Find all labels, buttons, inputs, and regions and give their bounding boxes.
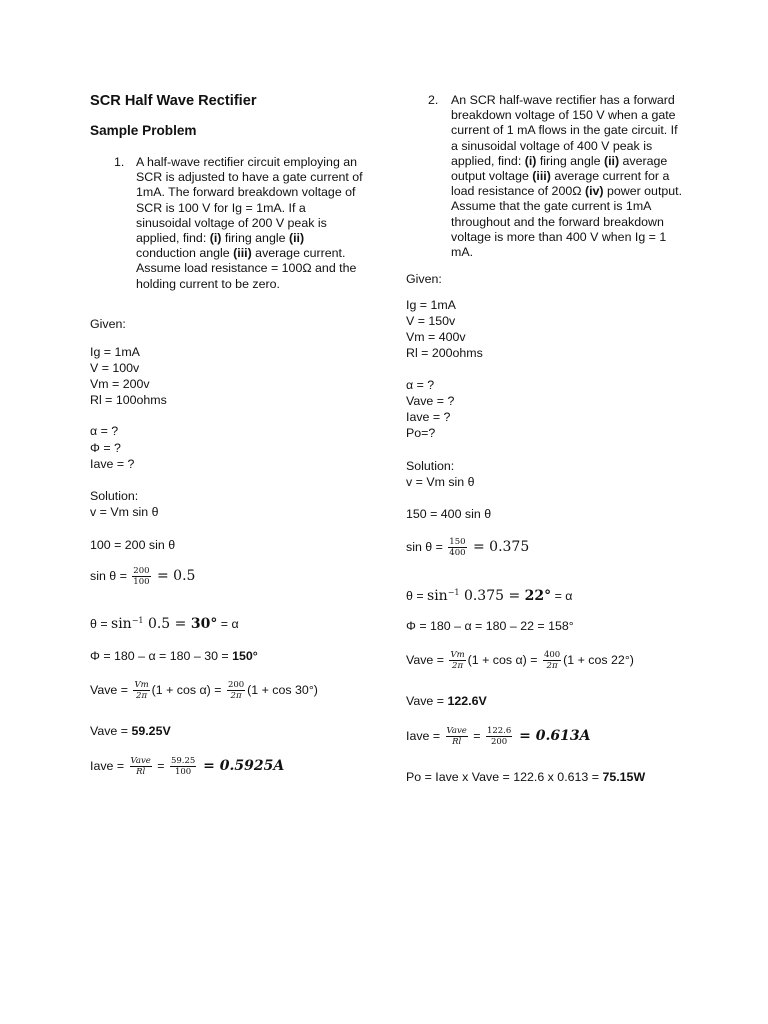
problem-1-text: A half-wave rectifier circuit employing an SCR is adjusted to have a gate current of 1mA. The forward breakdown voltage of SCR is 100 V for Ig = 1mA. If a sinusoidal voltage of 200 V peak is applied, find: (i) firing angle (ii) conduction angle (iii) average current. Assume load resistance = 100Ω and the holding current to be zero.: [136, 155, 363, 291]
fraction: $\frac{\text{Vave}}{Rl}$: [446, 726, 467, 747]
given-line: Ig = 1mA: [90, 345, 140, 359]
unknown-line: α = ?: [90, 424, 119, 438]
equation-line: 150 = 400 sin θ: [406, 507, 492, 521]
fraction: $\frac{200}{100}$: [133, 566, 150, 587]
fraction: $\frac{200}{2\pi}$: [227, 680, 245, 701]
equation-vave-result: Vave = 59.25V: [90, 724, 171, 738]
problem-2-number: 2.: [428, 93, 439, 107]
unknown-line: Φ = ?: [90, 441, 121, 455]
fraction: $\frac{59.25}{100}$: [170, 756, 196, 777]
unknown-line: Po=?: [406, 426, 436, 440]
equation-sin-theta: sin θ = $\frac{150}{400}$ = 0.375: [406, 537, 530, 558]
equation-line: 100 = 200 sin θ: [90, 538, 176, 552]
given-line: V = 150v: [406, 314, 456, 328]
fraction: $\frac{122.6}{200}$: [486, 726, 512, 747]
given-label: Given:: [406, 272, 442, 286]
equation-line: v = Vm sin θ: [406, 475, 475, 489]
given-line: V = 100v: [90, 361, 140, 375]
problem-1-number: 1.: [114, 155, 125, 169]
equation-sin-theta: sin θ = $\frac{200}{100}$ = 0.5: [90, 566, 196, 587]
equation-power: Po = Iave x Vave = 122.6 x 0.613 = 75.15W: [406, 770, 646, 784]
given-line: Rl = 200ohms: [406, 346, 483, 360]
unknown-line: Vave = ?: [406, 394, 455, 408]
equation-iave: Iave = $\frac{\text{Vave}}{Rl}$ = $\frac{122.6}{200}$ = 0.613A: [406, 726, 591, 747]
equation-phi: Φ = 180 – α = 180 – 22 = 158°: [406, 619, 574, 633]
given-label: Given:: [90, 317, 126, 331]
equation-line: v = Vm sin θ: [90, 505, 159, 519]
problem-2-text: An SCR half-wave rectifier has a forward breakdown voltage of 150 V when a gate current of 1 mA flows in the gate circuit. If a sinusoidal voltage of 400 V peak is applied, find: (i) firing angle (ii) average output voltage (iii) average current for a load resistance of 200Ω (iv) power output. Assume that the gate current is 1mA throughout and the forward breakdown voltage is more than 400 V when Ig = 1 mA.: [451, 93, 683, 260]
unknown-line: α = ?: [406, 378, 435, 392]
fraction: $\frac{400}{2\pi}$: [543, 650, 561, 671]
page-title: SCR Half Wave Rectifier: [90, 93, 257, 109]
given-line: Vm = 400v: [406, 330, 466, 344]
equation-phi: Φ = 180 – α = 180 – 30 = 150°: [90, 649, 258, 663]
given-line: Ig = 1mA: [406, 298, 456, 312]
fraction: $\frac{150}{400}$: [449, 537, 466, 558]
fraction: $\frac{\text{Vave}}{Rl}$: [130, 756, 151, 777]
given-line: Rl = 100ohms: [90, 393, 167, 407]
equation-theta: $\theta = \sin^{-1} 0.375 = 22^\circ = \alpha$: [406, 588, 573, 605]
equation-iave: Iave = $\frac{\text{Vave}}{Rl}$ = $\frac{59.25}{100}$ = 0.5925A: [90, 756, 285, 777]
fraction: $\frac{Vm}{2\pi}$: [134, 680, 149, 701]
unknown-line: Iave = ?: [406, 410, 451, 424]
given-line: Vm = 200v: [90, 377, 150, 391]
equation-theta: $\theta = \sin^{-1} 0.5 = 30^\circ = \alpha$: [90, 616, 239, 633]
equation-vave-result: Vave = 122.6V: [406, 694, 487, 708]
equation-vave: Vave = $\frac{Vm}{2\pi}$ (1 + cos α) = $\frac{200}{2\pi}$ (1 + cos 30°): [90, 680, 318, 701]
solution-label: Solution:: [90, 489, 139, 503]
fraction: $\frac{Vm}{2\pi}$: [450, 650, 465, 671]
solution-label: Solution:: [406, 459, 455, 473]
unknown-line: Iave = ?: [90, 457, 135, 471]
equation-vave: Vave = $\frac{Vm}{2\pi}$ (1 + cos α) = $\frac{400}{2\pi}$ (1 + cos 22°): [406, 650, 634, 671]
section-subtitle: Sample Problem: [90, 123, 197, 138]
